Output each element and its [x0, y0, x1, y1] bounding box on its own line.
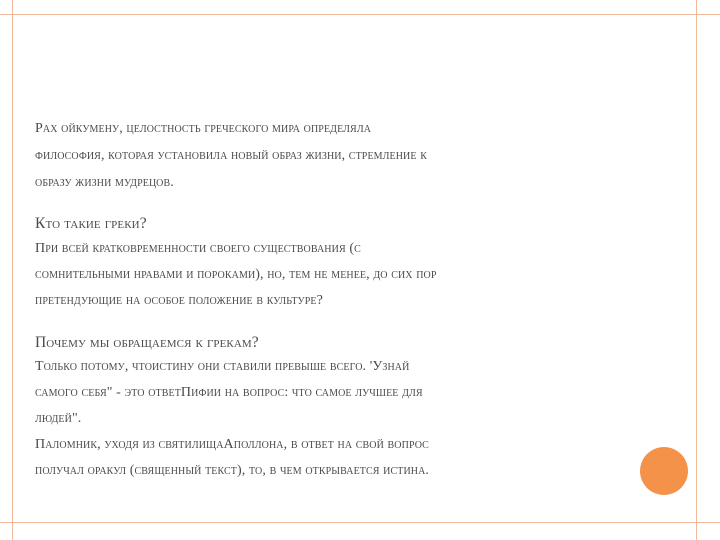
paragraph-truth — [35, 354, 650, 484]
frame-border-right — [696, 0, 697, 540]
frame-border-left — [12, 0, 13, 540]
text-line: Паломник, уходя из святилищаАполлона, в ответ на свой вопрос — [35, 437, 429, 452]
text-line: сомнительными нравами и пороками), но, тем не менее, до сих пор — [35, 267, 437, 282]
frame-border-bottom — [0, 522, 720, 523]
heading-why-greeks: Почему мы обращаемся к грекам? — [35, 334, 259, 351]
accent-circle — [640, 447, 688, 495]
text-line: образу жизни мудрецов. — [35, 175, 174, 190]
text-line: Только потому, чтоистину они ставили превыше всего. 'Узнай — [35, 359, 410, 374]
text-line: Рах ойкумену, целостность греческого мира определяла — [35, 121, 372, 136]
frame-border-top — [0, 14, 720, 15]
heading-who-are-greeks: Кто такие греки? — [35, 215, 147, 232]
text-line: самого себя" - это ответПифии на вопрос: что самое лучшее для — [35, 385, 423, 400]
text-line: людей". — [35, 411, 82, 426]
text-line: претендующие на особое положение в культуре? — [35, 293, 323, 308]
paragraph-oikumene — [35, 115, 635, 196]
text-line: философия, которая установила новый образ жизни, стремление к — [35, 148, 427, 163]
paragraph-greeks — [35, 236, 635, 314]
text-line: получал оракул (священный текст), то, в чем открывается истина. — [35, 463, 430, 478]
text-line: При всей кратковременности своего существования (с — [35, 241, 361, 256]
